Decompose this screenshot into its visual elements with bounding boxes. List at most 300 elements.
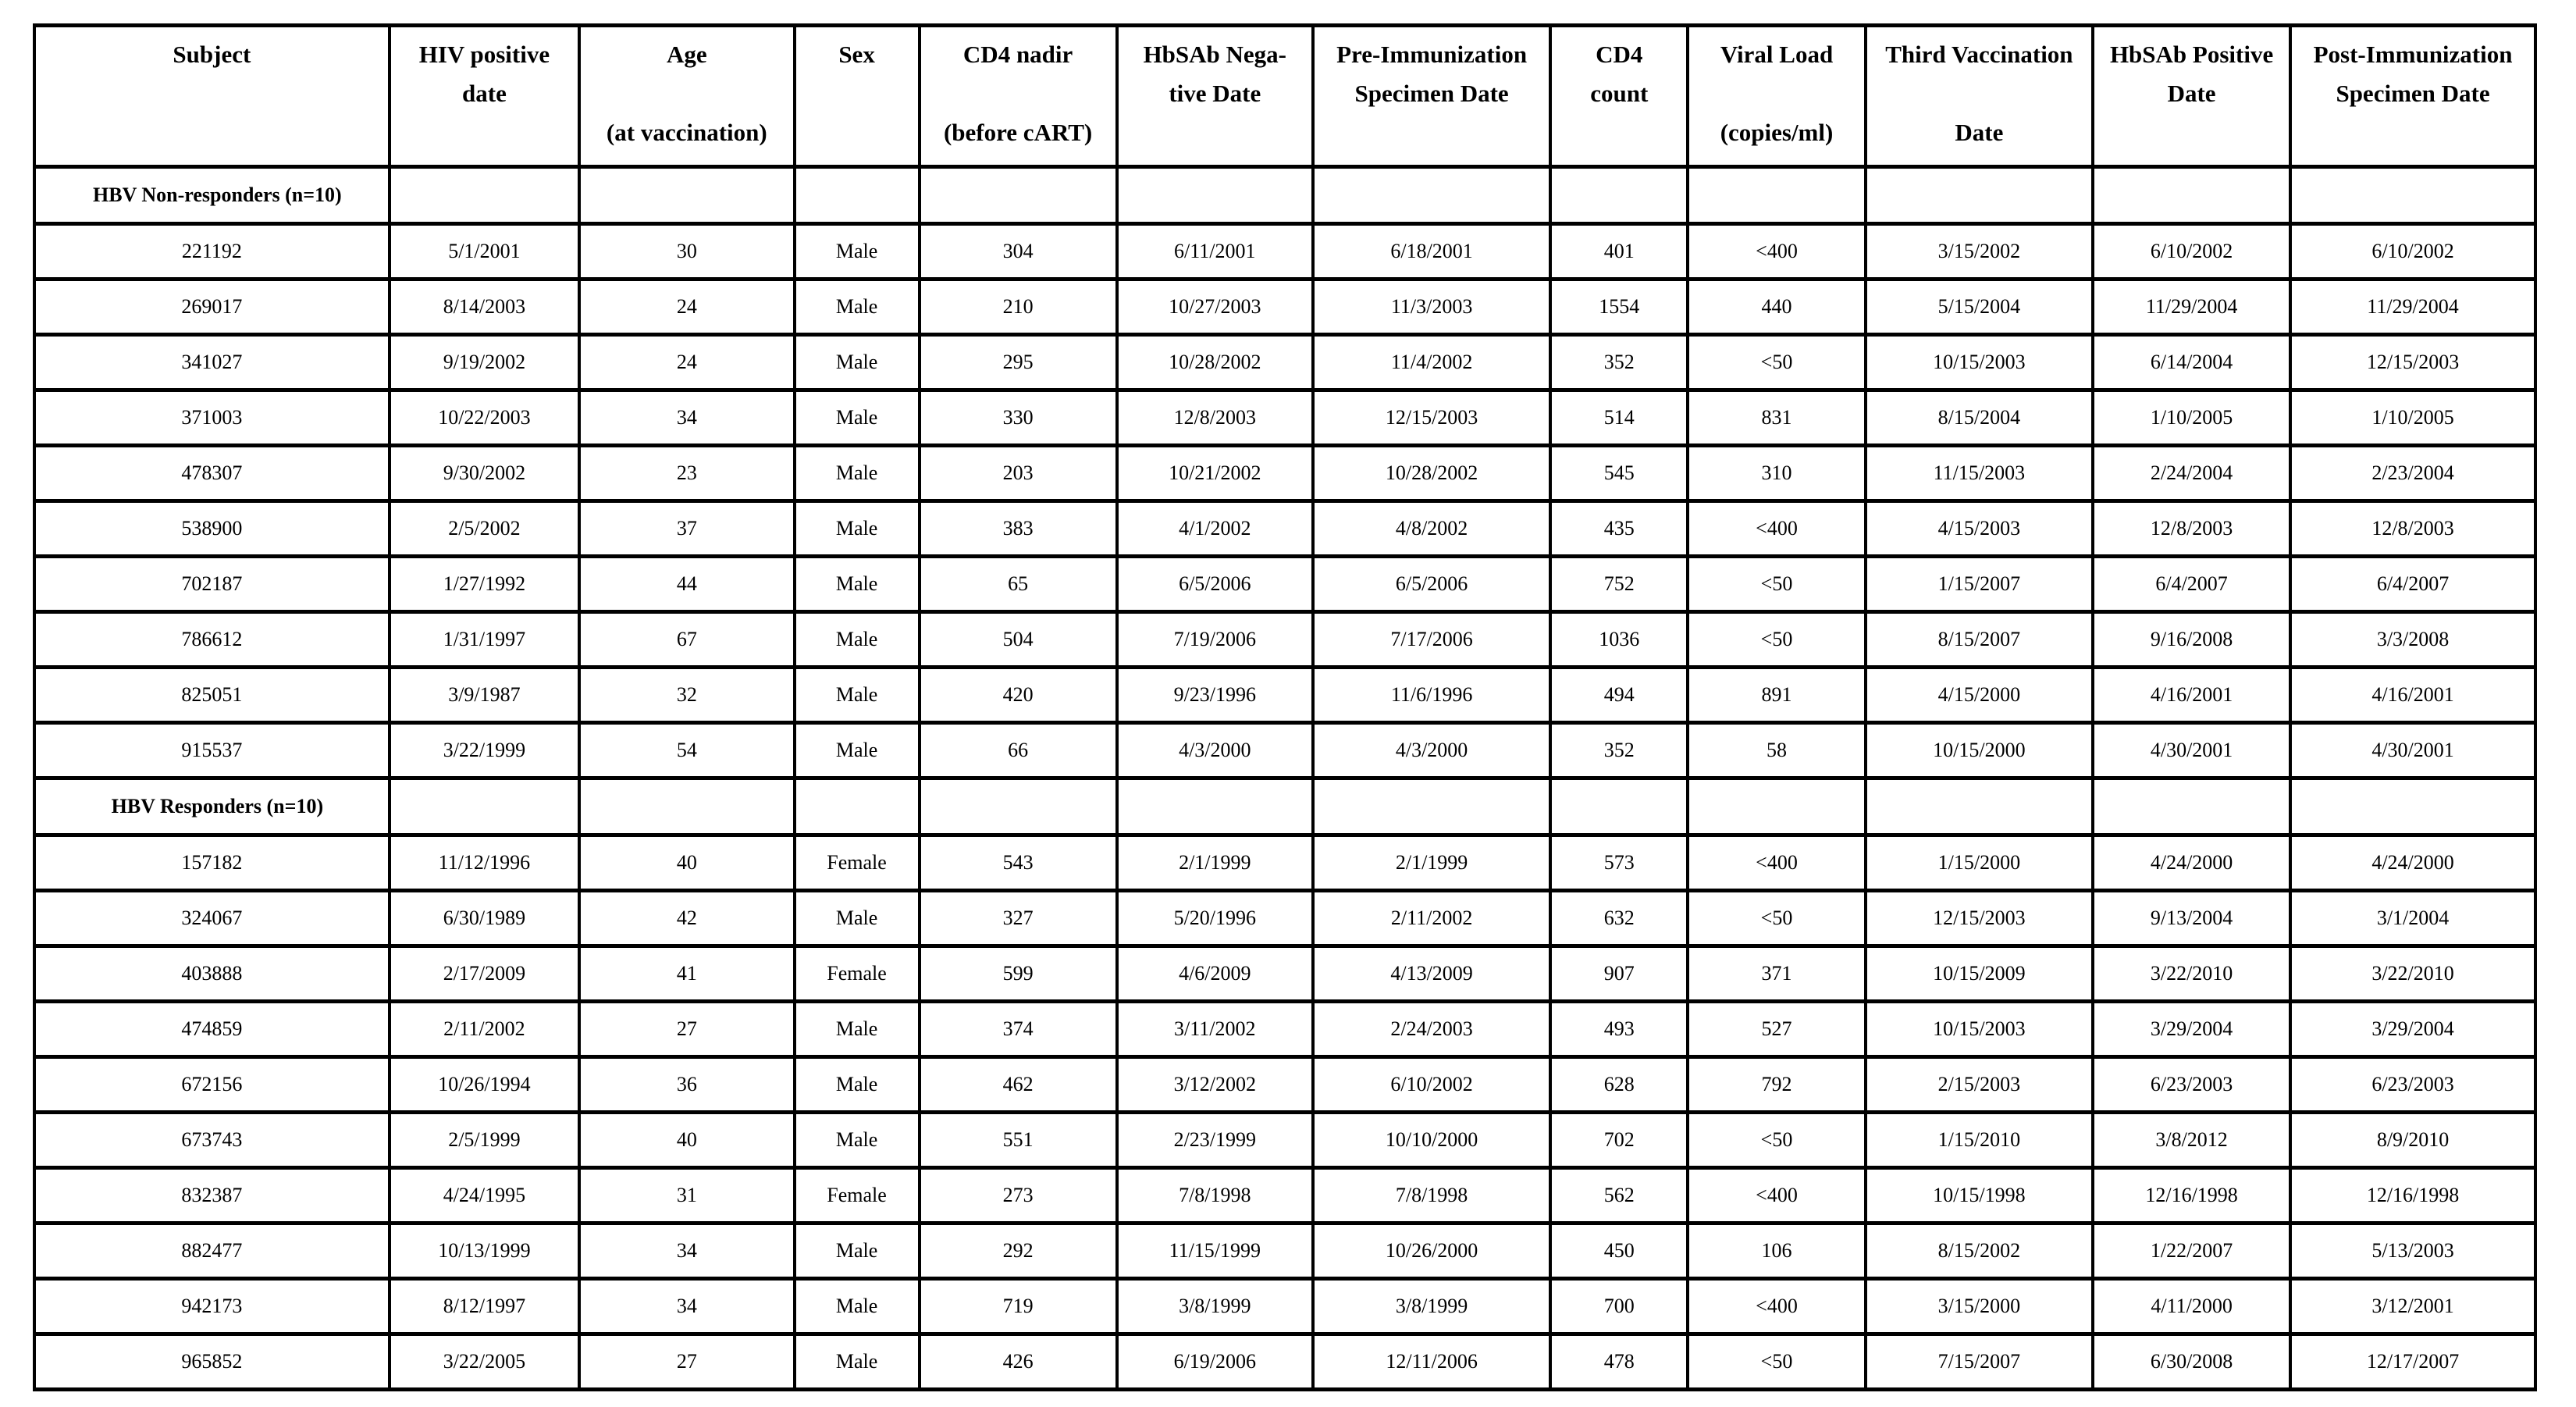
data-cell-subject: 324067 (34, 891, 390, 946)
data-cell-subject: 538900 (34, 501, 390, 557)
table-row (34, 668, 2535, 723)
header-line (391, 113, 578, 152)
data-cell-subject: 478307 (34, 446, 390, 501)
header-line (1552, 113, 1686, 152)
header-line: HbSAb Positive (2109, 41, 2274, 68)
data-cell-hbsab-negative-date: 4/6/2009 (1117, 946, 1313, 1002)
data-cell-hbsab-negative-date: 12/8/2003 (1117, 390, 1313, 446)
data-cell-hbsab-positive-date: 6/14/2004 (2093, 335, 2290, 390)
table-row (34, 1057, 2535, 1113)
data-cell-hiv-positive-date: 9/19/2002 (390, 335, 579, 390)
data-cell-post-immunization-specimen-date: 3/12/2001 (2290, 1279, 2535, 1334)
data-cell-sex: Female (795, 835, 920, 891)
data-cell-viral-load: 527 (1688, 1002, 1865, 1057)
section-label: HBV Responders (n=10) (34, 778, 390, 835)
data-cell-pre-immunization-specimen-date: 12/11/2006 (1313, 1334, 1550, 1390)
data-cell-cd4-nadir: 273 (920, 1168, 1117, 1224)
data-cell-cd4-nadir: 330 (920, 390, 1117, 446)
data-cell-pre-immunization-specimen-date: 11/4/2002 (1313, 335, 1550, 390)
data-cell-sex: Male (795, 1113, 920, 1168)
data-cell-post-immunization-specimen-date: 6/10/2002 (2290, 224, 2535, 280)
header-line: CD4 nadir (962, 41, 1073, 68)
table-row (34, 224, 2535, 280)
data-cell-subject: 702187 (34, 557, 390, 612)
data-cell-cd4-nadir: 292 (920, 1224, 1117, 1279)
data-cell-pre-immunization-specimen-date: 11/3/2003 (1313, 280, 1550, 335)
data-cell-viral-load: 58 (1688, 723, 1865, 778)
data-cell-sex: Male (795, 1334, 920, 1390)
empty-cell (1688, 167, 1865, 224)
data-cell-pre-immunization-specimen-date: 6/5/2006 (1313, 557, 1550, 612)
data-cell-hbsab-positive-date: 6/4/2007 (2093, 557, 2290, 612)
data-cell-hbsab-positive-date: 4/11/2000 (2093, 1279, 2290, 1334)
data-cell-hbsab-negative-date: 10/21/2002 (1117, 446, 1313, 501)
data-cell-cd4-nadir: 65 (920, 557, 1117, 612)
data-cell-viral-load: 891 (1688, 668, 1865, 723)
data-cell-age: 41 (579, 946, 794, 1002)
header-line (36, 113, 388, 152)
empty-cell (579, 778, 794, 835)
data-cell-post-immunization-specimen-date: 6/4/2007 (2290, 557, 2535, 612)
data-cell-cd4-count: 1554 (1550, 280, 1688, 335)
data-cell-hbsab-negative-date: 2/1/1999 (1117, 835, 1313, 891)
data-cell-cd4-count: 478 (1550, 1334, 1688, 1390)
data-cell-hbsab-positive-date: 9/13/2004 (2093, 891, 2290, 946)
data-cell-cd4-nadir: 66 (920, 723, 1117, 778)
data-cell-viral-load: <50 (1688, 1334, 1865, 1390)
header-line: (before cART) (943, 119, 1093, 146)
header-cell-third-vaccination-date (1866, 26, 2093, 167)
data-cell-hbsab-negative-date: 2/23/1999 (1117, 1113, 1313, 1168)
data-cell-subject: 965852 (34, 1334, 390, 1390)
data-cell-hbsab-negative-date: 3/11/2002 (1117, 1002, 1313, 1057)
data-cell-age: 27 (579, 1334, 794, 1390)
data-cell-age: 23 (579, 446, 794, 501)
data-cell-hbsab-negative-date: 4/1/2002 (1117, 501, 1313, 557)
data-cell-viral-load: <50 (1688, 1113, 1865, 1168)
data-cell-pre-immunization-specimen-date: 2/24/2003 (1313, 1002, 1550, 1057)
data-cell-age: 24 (579, 280, 794, 335)
header-cell-hbsab-negative-date (1117, 26, 1313, 167)
header-cell-cd4-nadir (920, 26, 1117, 167)
data-cell-post-immunization-specimen-date: 6/23/2003 (2290, 1057, 2535, 1113)
data-cell-pre-immunization-specimen-date: 4/3/2000 (1313, 723, 1550, 778)
data-cell-age: 67 (579, 612, 794, 668)
empty-cell (920, 167, 1117, 224)
data-cell-hbsab-positive-date: 1/22/2007 (2093, 1224, 2290, 1279)
data-cell-cd4-nadir: 203 (920, 446, 1117, 501)
data-cell-hbsab-negative-date: 5/20/1996 (1117, 891, 1313, 946)
data-cell-third-vaccination-date: 10/15/2003 (1866, 335, 2093, 390)
data-cell-hbsab-negative-date: 3/12/2002 (1117, 1057, 1313, 1113)
data-cell-third-vaccination-date: 10/15/1998 (1866, 1168, 2093, 1224)
data-cell-third-vaccination-date: 10/15/2009 (1866, 946, 2093, 1002)
data-cell-hbsab-negative-date: 6/5/2006 (1117, 557, 1313, 612)
data-cell-hbsab-positive-date: 4/30/2001 (2093, 723, 2290, 778)
empty-cell (1866, 778, 2093, 835)
empty-cell (579, 167, 794, 224)
section-header-row (34, 167, 2535, 224)
table-row (34, 723, 2535, 778)
data-cell-third-vaccination-date: 8/15/2004 (1866, 390, 2093, 446)
data-cell-subject: 672156 (34, 1057, 390, 1113)
data-cell-hbsab-negative-date: 9/23/1996 (1117, 668, 1313, 723)
empty-cell (1117, 167, 1313, 224)
data-cell-hbsab-positive-date: 12/8/2003 (2093, 501, 2290, 557)
header-cell-pre-immunization-specimen-date (1313, 26, 1550, 167)
data-cell-age: 34 (579, 1224, 794, 1279)
empty-cell (2290, 778, 2535, 835)
data-cell-third-vaccination-date: 8/15/2002 (1866, 1224, 2093, 1279)
data-cell-hbsab-positive-date: 3/22/2010 (2093, 946, 2290, 1002)
data-cell-third-vaccination-date: 11/15/2003 (1866, 446, 2093, 501)
data-cell-pre-immunization-specimen-date: 10/10/2000 (1313, 1113, 1550, 1168)
data-cell-pre-immunization-specimen-date: 3/8/1999 (1313, 1279, 1550, 1334)
section-header-row (34, 778, 2535, 835)
data-cell-viral-load: <50 (1688, 335, 1865, 390)
data-cell-cd4-count: 514 (1550, 390, 1688, 446)
data-cell-age: 40 (579, 1113, 794, 1168)
data-cell-post-immunization-specimen-date: 11/29/2004 (2290, 280, 2535, 335)
data-cell-subject: 474859 (34, 1002, 390, 1057)
data-cell-pre-immunization-specimen-date: 10/28/2002 (1313, 446, 1550, 501)
data-cell-pre-immunization-specimen-date: 4/13/2009 (1313, 946, 1550, 1002)
data-cell-cd4-nadir: 426 (920, 1334, 1117, 1390)
data-cell-age: 34 (579, 390, 794, 446)
data-cell-third-vaccination-date: 10/15/2000 (1866, 723, 2093, 778)
data-cell-pre-immunization-specimen-date: 2/11/2002 (1313, 891, 1550, 946)
empty-cell (1313, 167, 1550, 224)
data-cell-age: 44 (579, 557, 794, 612)
data-cell-hbsab-negative-date: 10/27/2003 (1117, 280, 1313, 335)
data-cell-age: 30 (579, 224, 794, 280)
data-cell-third-vaccination-date: 12/15/2003 (1866, 891, 2093, 946)
data-cell-subject: 825051 (34, 668, 390, 723)
header-line (796, 74, 918, 113)
data-cell-hiv-positive-date: 11/12/1996 (390, 835, 579, 891)
data-cell-age: 42 (579, 891, 794, 946)
header-line: Pre-Immunization (1336, 41, 1528, 68)
data-cell-hiv-positive-date: 4/24/1995 (390, 1168, 579, 1224)
header-cell-hbsab-positive-date (2093, 26, 2290, 167)
data-cell-age: 36 (579, 1057, 794, 1113)
data-cell-age: 37 (579, 501, 794, 557)
header-line: Subject (173, 41, 251, 68)
data-cell-third-vaccination-date: 1/15/2000 (1866, 835, 2093, 891)
header-cell-cd4-count (1550, 26, 1688, 167)
data-cell-sex: Male (795, 1057, 920, 1113)
empty-cell (1550, 167, 1688, 224)
data-cell-hiv-positive-date: 10/22/2003 (390, 390, 579, 446)
data-cell-post-immunization-specimen-date: 4/24/2000 (2290, 835, 2535, 891)
data-cell-cd4-nadir: 504 (920, 612, 1117, 668)
data-cell-hiv-positive-date: 9/30/2002 (390, 446, 579, 501)
data-cell-hbsab-negative-date: 3/8/1999 (1117, 1279, 1313, 1334)
data-cell-hbsab-negative-date: 6/11/2001 (1117, 224, 1313, 280)
table-row (34, 280, 2535, 335)
data-cell-cd4-count: 1036 (1550, 612, 1688, 668)
data-cell-cd4-count: 628 (1550, 1057, 1688, 1113)
data-cell-cd4-count: 752 (1550, 557, 1688, 612)
header-line (2292, 113, 2534, 152)
data-cell-subject: 157182 (34, 835, 390, 891)
header-line (36, 74, 388, 113)
data-cell-cd4-count: 401 (1550, 224, 1688, 280)
data-cell-age: 32 (579, 668, 794, 723)
header-line: CD4 (1596, 41, 1643, 68)
data-cell-hbsab-positive-date: 9/16/2008 (2093, 612, 2290, 668)
data-cell-post-immunization-specimen-date: 3/22/2010 (2290, 946, 2535, 1002)
data-cell-subject: 403888 (34, 946, 390, 1002)
data-cell-viral-load: <400 (1688, 501, 1865, 557)
data-cell-hbsab-positive-date: 11/29/2004 (2093, 280, 2290, 335)
data-cell-sex: Male (795, 557, 920, 612)
data-cell-hbsab-negative-date: 6/19/2006 (1117, 1334, 1313, 1390)
data-cell-age: 27 (579, 1002, 794, 1057)
data-cell-cd4-nadir: 551 (920, 1113, 1117, 1168)
data-cell-hbsab-positive-date: 6/23/2003 (2093, 1057, 2290, 1113)
data-cell-subject: 673743 (34, 1113, 390, 1168)
data-cell-hiv-positive-date: 2/5/1999 (390, 1113, 579, 1168)
header-line: HbSAb Nega- (1143, 41, 1287, 68)
header-line (921, 74, 1115, 113)
data-cell-third-vaccination-date: 3/15/2000 (1866, 1279, 2093, 1334)
empty-cell (1117, 778, 1313, 835)
data-cell-hbsab-positive-date: 4/24/2000 (2093, 835, 2290, 891)
data-cell-age: 34 (579, 1279, 794, 1334)
data-cell-cd4-nadir: 543 (920, 835, 1117, 891)
data-cell-viral-load: <50 (1688, 557, 1865, 612)
empty-cell (1550, 778, 1688, 835)
header-line (796, 113, 918, 152)
data-cell-pre-immunization-specimen-date: 12/15/2003 (1313, 390, 1550, 446)
header-line: tive Date (1169, 80, 1261, 107)
empty-cell (795, 778, 920, 835)
data-cell-age: 24 (579, 335, 794, 390)
data-cell-cd4-count: 494 (1550, 668, 1688, 723)
data-cell-post-immunization-specimen-date: 12/16/1998 (2290, 1168, 2535, 1224)
data-cell-viral-load: 831 (1688, 390, 1865, 446)
header-line: Sex (838, 41, 875, 68)
data-cell-hbsab-positive-date: 6/10/2002 (2093, 224, 2290, 280)
data-cell-subject: 341027 (34, 335, 390, 390)
header-cell-sex (795, 26, 920, 167)
data-cell-sex: Male (795, 668, 920, 723)
data-cell-third-vaccination-date: 5/15/2004 (1866, 280, 2093, 335)
data-cell-hbsab-positive-date: 2/24/2004 (2093, 446, 2290, 501)
header-line: Third Vaccination (1885, 41, 2073, 68)
header-line: Age (666, 41, 707, 68)
data-cell-post-immunization-specimen-date: 5/13/2003 (2290, 1224, 2535, 1279)
data-cell-pre-immunization-specimen-date: 6/10/2002 (1313, 1057, 1550, 1113)
data-cell-subject: 221192 (34, 224, 390, 280)
table-row (34, 1002, 2535, 1057)
empty-cell (2290, 167, 2535, 224)
data-cell-age: 40 (579, 835, 794, 891)
data-cell-hbsab-negative-date: 7/19/2006 (1117, 612, 1313, 668)
header-line: (at vaccination) (606, 119, 767, 146)
data-cell-third-vaccination-date: 4/15/2003 (1866, 501, 2093, 557)
data-cell-post-immunization-specimen-date: 12/8/2003 (2290, 501, 2535, 557)
section-label: HBV Non-responders (n=10) (34, 167, 390, 224)
data-cell-cd4-nadir: 420 (920, 668, 1117, 723)
data-cell-third-vaccination-date: 1/15/2007 (1866, 557, 2093, 612)
data-cell-pre-immunization-specimen-date: 2/1/1999 (1313, 835, 1550, 891)
data-cell-viral-load: 106 (1688, 1224, 1865, 1279)
data-cell-subject: 371003 (34, 390, 390, 446)
data-cell-post-immunization-specimen-date: 4/30/2001 (2290, 723, 2535, 778)
data-cell-cd4-nadir: 719 (920, 1279, 1117, 1334)
data-cell-subject: 915537 (34, 723, 390, 778)
data-cell-subject: 832387 (34, 1168, 390, 1224)
data-cell-cd4-nadir: 599 (920, 946, 1117, 1002)
data-cell-hiv-positive-date: 8/14/2003 (390, 280, 579, 335)
header-line: count (1590, 80, 1649, 107)
data-cell-hiv-positive-date: 6/30/1989 (390, 891, 579, 946)
data-cell-hbsab-negative-date: 4/3/2000 (1117, 723, 1313, 778)
data-cell-viral-load: <50 (1688, 891, 1865, 946)
table-row (34, 612, 2535, 668)
data-cell-viral-load: 371 (1688, 946, 1865, 1002)
header-line (2094, 113, 2289, 152)
header-line: Date (1955, 119, 2004, 146)
header-row (34, 26, 2535, 167)
data-cell-age: 54 (579, 723, 794, 778)
data-cell-hiv-positive-date: 2/17/2009 (390, 946, 579, 1002)
data-cell-hiv-positive-date: 3/22/2005 (390, 1334, 579, 1390)
empty-cell (1866, 167, 2093, 224)
empty-cell (390, 778, 579, 835)
data-cell-cd4-nadir: 327 (920, 891, 1117, 946)
data-cell-subject: 942173 (34, 1279, 390, 1334)
data-cell-pre-immunization-specimen-date: 4/8/2002 (1313, 501, 1550, 557)
data-cell-cd4-count: 907 (1550, 946, 1688, 1002)
header-line (1689, 74, 1863, 113)
header-cell-hiv-positive-date (390, 26, 579, 167)
data-cell-post-immunization-specimen-date: 2/23/2004 (2290, 446, 2535, 501)
data-cell-cd4-nadir: 295 (920, 335, 1117, 390)
data-cell-hiv-positive-date: 1/31/1997 (390, 612, 579, 668)
data-cell-post-immunization-specimen-date: 1/10/2005 (2290, 390, 2535, 446)
data-cell-sex: Male (795, 501, 920, 557)
table-row (34, 1168, 2535, 1224)
data-cell-sex: Male (795, 1279, 920, 1334)
table-row (34, 835, 2535, 891)
data-cell-post-immunization-specimen-date: 3/3/2008 (2290, 612, 2535, 668)
data-cell-cd4-nadir: 304 (920, 224, 1117, 280)
data-cell-post-immunization-specimen-date: 8/9/2010 (2290, 1113, 2535, 1168)
header-line: Post-Immunization (2313, 41, 2513, 68)
data-cell-viral-load: 792 (1688, 1057, 1865, 1113)
data-cell-cd4-count: 493 (1550, 1002, 1688, 1057)
data-cell-cd4-count: 545 (1550, 446, 1688, 501)
data-cell-cd4-count: 435 (1550, 501, 1688, 557)
data-cell-hbsab-positive-date: 12/16/1998 (2093, 1168, 2290, 1224)
header-cell-age (579, 26, 794, 167)
data-cell-hbsab-positive-date: 6/30/2008 (2093, 1334, 2290, 1390)
data-cell-hbsab-positive-date: 3/8/2012 (2093, 1113, 2290, 1168)
empty-cell (920, 778, 1117, 835)
data-cell-post-immunization-specimen-date: 4/16/2001 (2290, 668, 2535, 723)
data-cell-cd4-count: 700 (1550, 1279, 1688, 1334)
data-cell-subject: 269017 (34, 280, 390, 335)
data-cell-cd4-nadir: 383 (920, 501, 1117, 557)
data-cell-sex: Male (795, 224, 920, 280)
table-row (34, 446, 2535, 501)
data-cell-third-vaccination-date: 8/15/2007 (1866, 612, 2093, 668)
data-cell-post-immunization-specimen-date: 3/29/2004 (2290, 1002, 2535, 1057)
data-cell-cd4-count: 573 (1550, 835, 1688, 891)
empty-cell (2093, 167, 2290, 224)
data-cell-hbsab-negative-date: 11/15/1999 (1117, 1224, 1313, 1279)
header-line: date (462, 80, 507, 107)
data-cell-cd4-nadir: 210 (920, 280, 1117, 335)
data-cell-third-vaccination-date: 10/15/2003 (1866, 1002, 2093, 1057)
data-cell-sex: Male (795, 280, 920, 335)
header-line (581, 74, 792, 113)
data-cell-cd4-count: 632 (1550, 891, 1688, 946)
data-cell-cd4-nadir: 374 (920, 1002, 1117, 1057)
data-cell-hbsab-positive-date: 1/10/2005 (2093, 390, 2290, 446)
header-line: (copies/ml) (1720, 119, 1834, 146)
data-cell-cd4-nadir: 462 (920, 1057, 1117, 1113)
data-cell-cd4-count: 562 (1550, 1168, 1688, 1224)
data-cell-pre-immunization-specimen-date: 7/8/1998 (1313, 1168, 1550, 1224)
data-cell-pre-immunization-specimen-date: 7/17/2006 (1313, 612, 1550, 668)
table-row (34, 891, 2535, 946)
empty-cell (1313, 778, 1550, 835)
data-cell-hiv-positive-date: 2/11/2002 (390, 1002, 579, 1057)
empty-cell (390, 167, 579, 224)
data-cell-third-vaccination-date: 4/15/2000 (1866, 668, 2093, 723)
data-cell-post-immunization-specimen-date: 12/17/2007 (2290, 1334, 2535, 1390)
data-cell-viral-load: <400 (1688, 224, 1865, 280)
data-cell-third-vaccination-date: 1/15/2010 (1866, 1113, 2093, 1168)
data-cell-sex: Male (795, 446, 920, 501)
table-row (34, 1113, 2535, 1168)
data-cell-sex: Female (795, 1168, 920, 1224)
table-row (34, 501, 2535, 557)
data-cell-sex: Male (795, 1224, 920, 1279)
data-cell-sex: Male (795, 891, 920, 946)
data-cell-viral-load: <400 (1688, 1168, 1865, 1224)
table-row (34, 946, 2535, 1002)
header-cell-subject (34, 26, 390, 167)
header-line (1119, 113, 1311, 152)
header-line: Specimen Date (2336, 80, 2490, 107)
data-cell-hbsab-positive-date: 4/16/2001 (2093, 668, 2290, 723)
data-cell-hbsab-negative-date: 7/8/1998 (1117, 1168, 1313, 1224)
data-cell-viral-load: 440 (1688, 280, 1865, 335)
data-cell-sex: Male (795, 335, 920, 390)
table-row (34, 390, 2535, 446)
table-row (34, 557, 2535, 612)
table-row (34, 1224, 2535, 1279)
data-cell-cd4-count: 352 (1550, 723, 1688, 778)
data-cell-hiv-positive-date: 10/13/1999 (390, 1224, 579, 1279)
data-cell-sex: Male (795, 390, 920, 446)
hbv-immunization-table (33, 23, 2537, 1391)
table-row (34, 335, 2535, 390)
data-cell-hiv-positive-date: 5/1/2001 (390, 224, 579, 280)
data-cell-cd4-count: 702 (1550, 1113, 1688, 1168)
data-cell-viral-load: <400 (1688, 835, 1865, 891)
data-cell-pre-immunization-specimen-date: 6/18/2001 (1313, 224, 1550, 280)
data-cell-viral-load: <400 (1688, 1279, 1865, 1334)
data-cell-third-vaccination-date: 2/15/2003 (1866, 1057, 2093, 1113)
data-cell-third-vaccination-date: 7/15/2007 (1866, 1334, 2093, 1390)
data-cell-viral-load: 310 (1688, 446, 1865, 501)
